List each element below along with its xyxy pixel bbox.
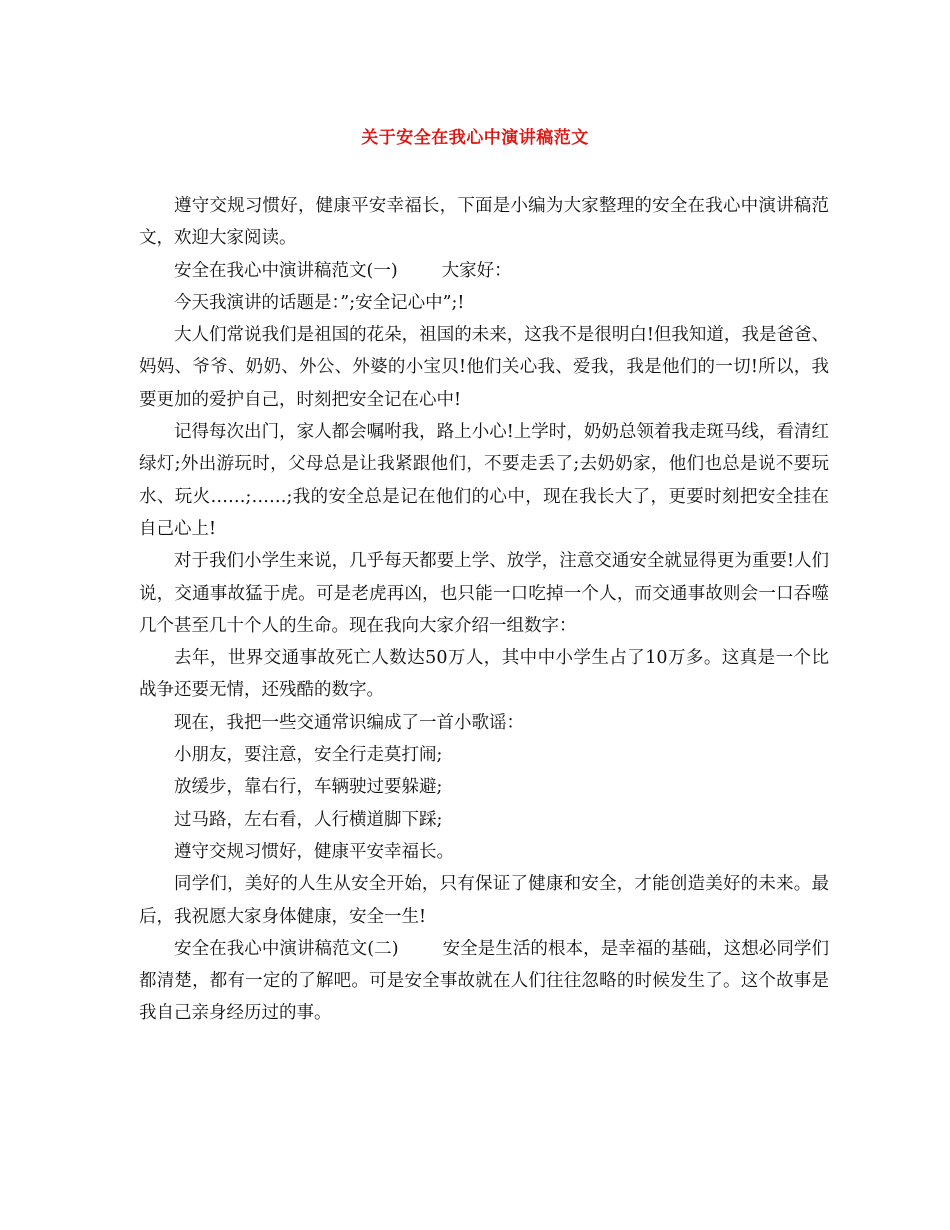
paragraph-body: 记得每次出门，家人都会嘱咐我，路上小心!上学时，奶奶总领着我走斑马线，看清红绿灯;外出游玩时，父母总是让我紧跟他们，不要走丢了;去奶奶家，他们也总是说不要玩水、玩火……;……;我的安全总是记在他们的心中，现在我长大了，更要时刻把安全挂在自己心上! <box>139 422 829 539</box>
rhyme-line: 遵守交规习惯好，健康平安幸福长。 <box>174 841 454 862</box>
rhyme-line: 放缓步，靠右行，车辆驶过要躲避; <box>174 777 443 798</box>
speech-2-title: 安全在我心中演讲稿范文(二) <box>174 938 399 959</box>
paragraph-body: 去年，世界交通事故死亡人数达50万人，其中中小学生占了10万多。这真是一个比战争还要无情，还残酷的数字。 <box>139 648 829 701</box>
paragraph-intro: 遵守交规习惯好，健康平安幸福长，下面是小编为大家整理的安全在我心中演讲稿范文，欢迎大家阅读。 <box>139 196 829 249</box>
paragraph-body: 大人们常说我们是祖国的花朵，祖国的未来，这我不是很明白!但我知道，我是爸爸、妈妈、爷爷、奶奶、外公、外婆的小宝贝!他们关心我、爱我，我是他们的一切!所以，我要更加的爱护自己，时刻把安全记在心中! <box>139 325 829 410</box>
document-title: 关于安全在我心中演讲稿范文 <box>361 128 589 148</box>
rhyme-line: 过马路，左右看，人行横道脚下踩; <box>174 809 443 830</box>
speech-2-text: 安全是生活的根本，是幸福的基础，这想必同学们都清楚，都有一定的了解吧。可是安全事故就在人们往往忽略的时候发生了。这个故事是我自己亲身经历过的事。 <box>139 938 830 1024</box>
speech-1-greeting: 大家好： <box>441 260 512 281</box>
speech-1-title: 安全在我心中演讲稿范文(一) <box>174 260 398 281</box>
paragraph-body: 对于我们小学生来说，几乎每天都要上学、放学，注意交通安全就显得更为重要!人们说，交通事故猛于虎。可是老虎再凶，也只能一口吃掉一个人，而交通事故则会一口吞噬几个甚至几十个人的生命。现在我向大家介绍一组数字： <box>139 551 829 636</box>
paragraph-speech-2 <box>139 933 829 1030</box>
rhyme-line: 小朋友，要注意，安全行走莫打闹; <box>174 745 443 766</box>
paragraph-topic: 今天我演讲的话题是：”;安全记心中”;! <box>174 292 465 313</box>
paragraph-speech-1-heading <box>139 255 829 287</box>
paragraph-body: 同学们，美好的人生从安全开始，只有保证了健康和安全，才能创造美好的未来。最后，我祝愿大家身体健康，安全一生! <box>139 874 829 927</box>
document-body <box>139 190 829 1030</box>
paragraph-body: 现在，我把一些交通常识编成了一首小歌谣： <box>174 712 524 733</box>
